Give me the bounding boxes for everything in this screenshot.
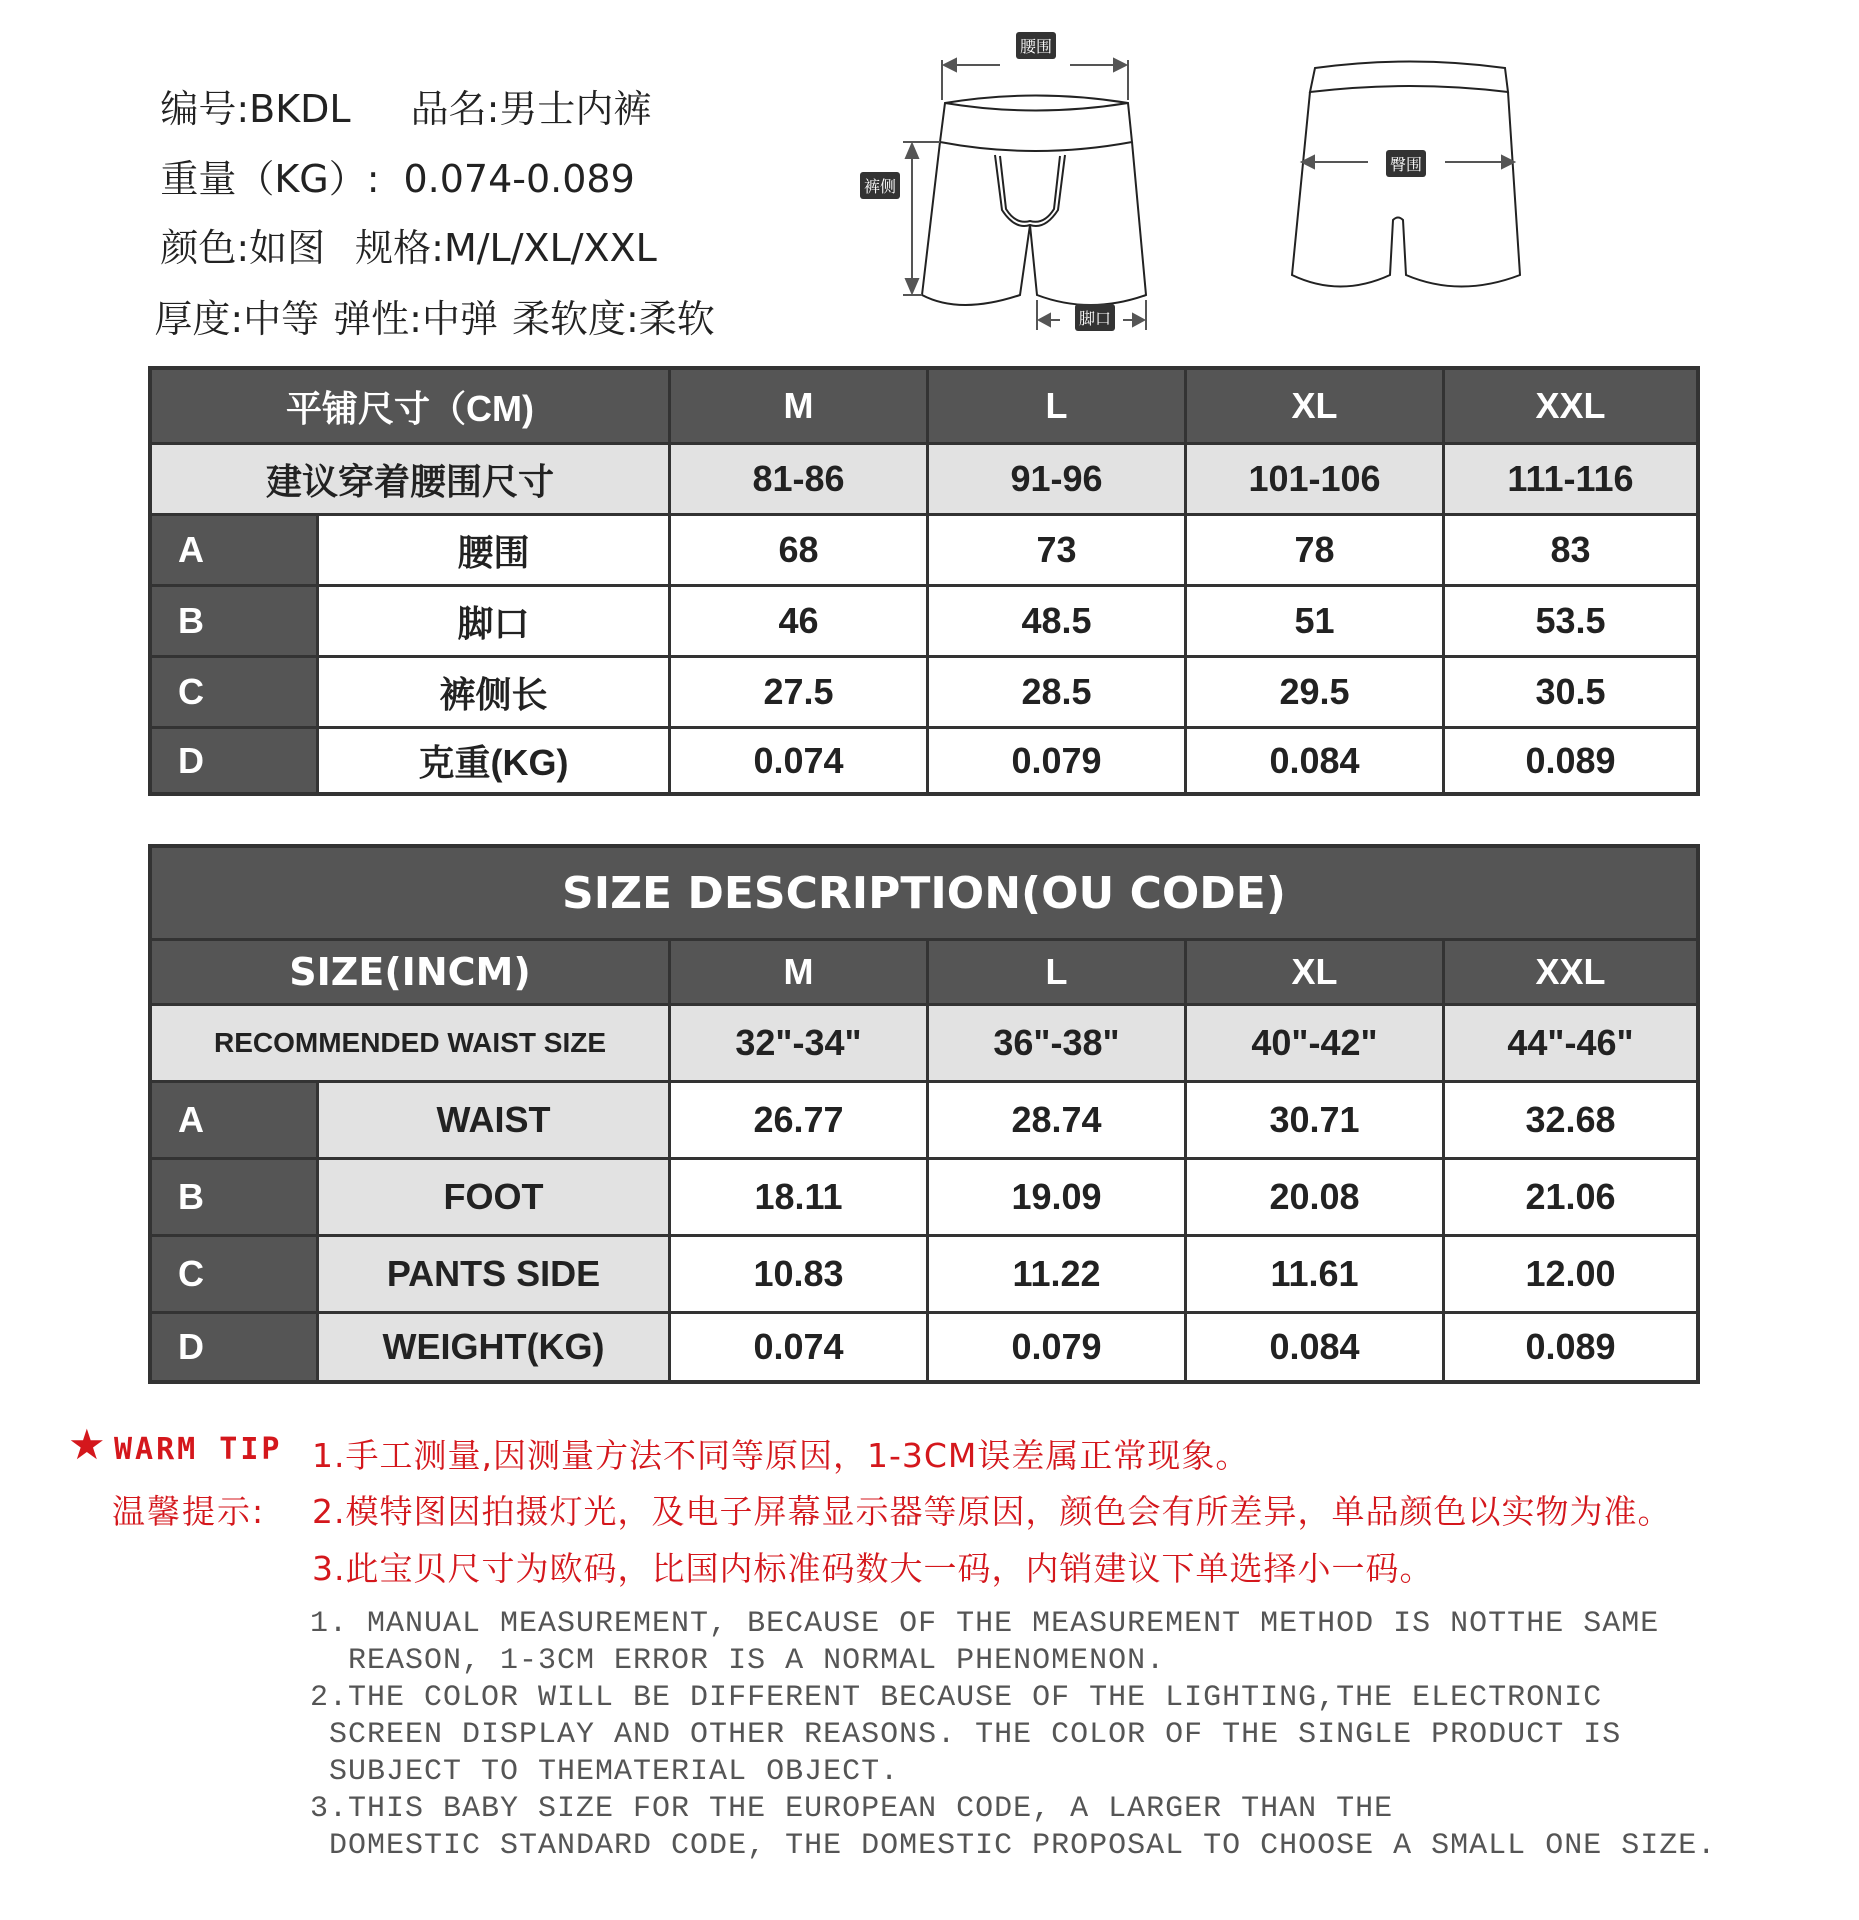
row-letter: B — [152, 1157, 316, 1234]
table-cm-recommended-row — [152, 442, 1696, 513]
table-in-header-label: SIZE(INCM) — [152, 938, 668, 1003]
table-cm-cell: 28.5 — [926, 655, 1184, 726]
table-row — [152, 655, 1696, 726]
table-row — [152, 1234, 1696, 1311]
tip-cn-1: 1.手工测量,因测量方法不同等原因，1-3CM误差属正常现象。 — [312, 1436, 1250, 1475]
table-cm-cell: 101-106 — [1184, 442, 1442, 513]
thickness-label: 厚度: — [154, 297, 244, 341]
weight-value: 0.074-0.089 — [403, 157, 635, 201]
table-cm-size-xl: XL — [1184, 370, 1442, 442]
spec-value: M/L/XL/XXL — [443, 226, 657, 270]
row-label: PANTS SIDE — [316, 1234, 668, 1311]
size-table-cm — [148, 366, 1700, 796]
table-cm-cell: 0.089 — [1442, 726, 1696, 792]
side-tag: 裤侧 — [860, 172, 900, 199]
thickness-value: 中等 — [243, 297, 320, 341]
tip-cn-2: 2.模特图因拍摄灯光，及电子屏幕显示器等原因，颜色会有所差异，单品颜色以实物为准。 — [312, 1492, 1672, 1531]
tip-en-2b: SCREEN DISPLAY AND OTHER REASONS. THE COLOR OF THE SINGLE PRODUCT IS — [310, 1718, 1622, 1752]
row-label: WEIGHT(KG) — [316, 1311, 668, 1380]
tip-en-3a: 3.THIS BABY SIZE FOR THE EUROPEAN CODE, A LARGER THAN THE — [310, 1792, 1394, 1826]
elasticity-label: 弹性: — [333, 297, 422, 341]
table-in-cell: 11.61 — [1184, 1234, 1442, 1311]
color-label: 颜色: — [160, 226, 250, 270]
row-letter: A — [152, 513, 316, 584]
table-cm-cell: 48.5 — [926, 584, 1184, 655]
size-table-inch — [148, 844, 1700, 1384]
row-letter: A — [152, 1080, 316, 1157]
softness-value: 柔软 — [638, 297, 715, 341]
table-cm-cell: 29.5 — [1184, 655, 1442, 726]
table-in-size-xl: XL — [1184, 938, 1442, 1003]
spec-label: 规格: — [355, 226, 444, 270]
table-cm-cell: 0.084 — [1184, 726, 1442, 792]
row-label: 脚口 — [316, 584, 668, 655]
table-row — [152, 513, 1696, 584]
front-pants-diagram — [840, 20, 1170, 330]
table-in-cell: 0.089 — [1442, 1311, 1696, 1380]
star-icon: ★ — [68, 1420, 106, 1469]
row-label: WAIST — [316, 1080, 668, 1157]
table-in-cell: 0.084 — [1184, 1311, 1442, 1380]
row-letter: C — [152, 1234, 316, 1311]
weight-label: 重量（KG）: — [160, 157, 380, 201]
elasticity-value: 中弹 — [421, 297, 498, 341]
color-value: 如图 — [249, 226, 326, 270]
table-cm-cell: 0.074 — [668, 726, 926, 792]
table-cm-cell: 91-96 — [926, 442, 1184, 513]
row-label: 腰围 — [316, 513, 668, 584]
table-in-cell: 30.71 — [1184, 1080, 1442, 1157]
table-cm-size-l: L — [926, 370, 1184, 442]
table-cm-cell: 68 — [668, 513, 926, 584]
table-row — [152, 1157, 1696, 1234]
tip-en-3b: DOMESTIC STANDARD CODE, THE DOMESTIC PROPOSAL TO CHOOSE A SMALL ONE SIZE. — [310, 1829, 1717, 1863]
tip-en-1b: REASON, 1-3CM ERROR IS A NORMAL PHENOMENON. — [310, 1644, 1166, 1678]
table-cm-cell: 51 — [1184, 584, 1442, 655]
table-in-cell: 20.08 — [1184, 1157, 1442, 1234]
table-row — [152, 1080, 1696, 1157]
softness-label: 柔软度: — [511, 297, 639, 341]
table-in-cell: 32"-34" — [668, 1003, 926, 1080]
warm-tip-title-cn: 温馨提示: — [112, 1492, 266, 1531]
table-in-title-row — [152, 848, 1696, 938]
table-in-cell: 19.09 — [926, 1157, 1184, 1234]
row-label: FOOT — [316, 1157, 668, 1234]
row-label: 裤侧长 — [316, 655, 668, 726]
table-cm-recommended-label: 建议穿着腰围尺寸 — [152, 442, 668, 513]
table-cm-cell: 73 — [926, 513, 1184, 584]
table-in-size-l: L — [926, 938, 1184, 1003]
table-in-cell: 10.83 — [668, 1234, 926, 1311]
table-in-cell: 36"-38" — [926, 1003, 1184, 1080]
tip-en-2a: 2.THE COLOR WILL BE DIFFERENT BECAUSE OF THE LIGHTING,THE ELECTRONIC — [310, 1681, 1603, 1715]
table-in-cell: 18.11 — [668, 1157, 926, 1234]
table-cm-cell: 81-86 — [668, 442, 926, 513]
table-cm-header-label: 平铺尺寸（CM) — [152, 370, 668, 442]
warm-tip-title-en: WARM TIP — [114, 1432, 283, 1467]
table-in-title: SIZE DESCRIPTION(OU CODE) — [152, 848, 1696, 938]
table-in-cell: 44"-46" — [1442, 1003, 1696, 1080]
table-in-cell: 28.74 — [926, 1080, 1184, 1157]
table-cm-size-m: M — [668, 370, 926, 442]
code-label: 编号: — [160, 87, 250, 131]
tip-en-2c: SUBJECT TO THEMATERIAL OBJECT. — [310, 1755, 900, 1789]
table-cm-cell: 27.5 — [668, 655, 926, 726]
table-cm-cell: 30.5 — [1442, 655, 1696, 726]
table-in-cell: 26.77 — [668, 1080, 926, 1157]
table-in-cell: 11.22 — [926, 1234, 1184, 1311]
table-in-cell: 40"-42" — [1184, 1003, 1442, 1080]
table-cm-cell: 46 — [668, 584, 926, 655]
table-row — [152, 1311, 1696, 1380]
row-letter: D — [152, 726, 316, 792]
table-row — [152, 726, 1696, 792]
table-in-cell: 32.68 — [1442, 1080, 1696, 1157]
table-in-cell: 0.079 — [926, 1311, 1184, 1380]
back-pants-diagram — [1280, 50, 1540, 310]
foot-tag: 脚口 — [1075, 304, 1115, 331]
table-cm-cell: 83 — [1442, 513, 1696, 584]
tip-cn-3: 3.此宝贝尺寸为欧码，比国内标准码数大一码，内销建议下单选择小一码。 — [312, 1549, 1434, 1588]
info-line-texture — [106, 262, 715, 376]
table-in-cell: 21.06 — [1442, 1157, 1696, 1234]
row-letter: C — [152, 655, 316, 726]
table-cm-cell: 78 — [1184, 513, 1442, 584]
code-value: BKDL — [249, 87, 351, 131]
table-cm-header-row — [152, 370, 1696, 442]
table-in-cell: 12.00 — [1442, 1234, 1696, 1311]
table-in-recommended-label: RECOMMENDED WAIST SIZE — [152, 1003, 668, 1080]
table-cm-cell: 0.079 — [926, 726, 1184, 792]
table-in-size-xxl: XXL — [1442, 938, 1696, 1003]
tip-en-1a: 1. MANUAL MEASUREMENT, BECAUSE OF THE MEASUREMENT METHOD IS NOTTHE SAME — [310, 1607, 1660, 1641]
table-cm-size-xxl: XXL — [1442, 370, 1696, 442]
table-in-recommended-row — [152, 1003, 1696, 1080]
table-cm-cell: 53.5 — [1442, 584, 1696, 655]
table-in-size-m: M — [668, 938, 926, 1003]
row-label: 克重(KG) — [316, 726, 668, 792]
name-label: 品名: — [410, 87, 500, 131]
waist-tag: 腰围 — [1016, 32, 1056, 59]
table-in-cell: 0.074 — [668, 1311, 926, 1380]
table-row — [152, 584, 1696, 655]
back-pants-illustration — [1280, 50, 1540, 310]
row-letter: D — [152, 1311, 316, 1380]
table-in-header-row — [152, 938, 1696, 1003]
hip-tag: 臀围 — [1386, 150, 1426, 177]
name-value: 男士内裤 — [499, 87, 652, 131]
table-cm-cell: 111-116 — [1442, 442, 1696, 513]
row-letter: B — [152, 584, 316, 655]
